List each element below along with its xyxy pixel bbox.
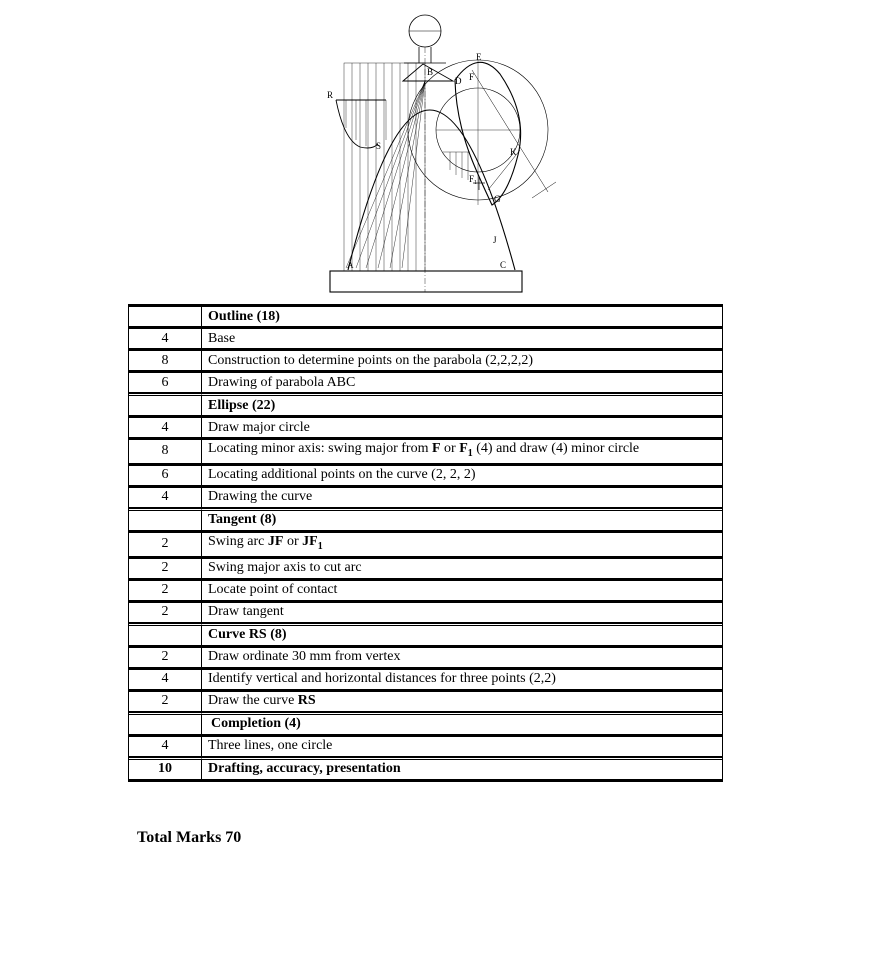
- label-e: E: [476, 52, 482, 62]
- marks-cell: 2: [129, 646, 202, 668]
- section-row: [129, 712, 722, 735]
- table-row: [129, 579, 722, 601]
- table-row: [129, 757, 722, 781]
- description-cell: Locating additional points on the curve (2, 2, 2): [202, 464, 722, 486]
- marks-cell: 10: [129, 757, 202, 781]
- description-cell: Swing arc JF or $JF_1$: [202, 531, 722, 557]
- section-heading: Curve RS (8): [202, 623, 722, 646]
- label-k: K: [510, 147, 517, 157]
- marks-cell: 2: [129, 690, 202, 712]
- section-heading: Ellipse (22): [202, 393, 722, 416]
- marks-cell: 4: [129, 668, 202, 690]
- total-marks: Total Marks 70: [137, 829, 242, 846]
- marks-cell: 2: [129, 557, 202, 579]
- section-row: [129, 623, 722, 646]
- description-cell: Draw major circle: [202, 416, 722, 438]
- section-row: [129, 393, 722, 416]
- marks-cell: 6: [129, 371, 202, 393]
- table-row: [129, 735, 722, 757]
- description-cell: Draw ordinate 30 mm from vertex: [202, 646, 722, 668]
- base-rectangle: [330, 271, 522, 292]
- description-cell: Three lines, one circle: [202, 735, 722, 757]
- description-cell: Drawing of parabola ABC: [202, 371, 722, 393]
- label-r: R: [327, 90, 334, 100]
- table-row: [129, 690, 722, 712]
- label-b: B: [427, 67, 434, 77]
- section-heading: Completion (4): [202, 712, 722, 735]
- ellipse-curve: [455, 62, 521, 205]
- marks-cell: 4: [129, 486, 202, 508]
- marks-table: [128, 304, 723, 782]
- section-heading: Tangent (8): [202, 508, 722, 531]
- label-j: J: [493, 235, 497, 245]
- marks-cell: 8: [129, 438, 202, 464]
- marks-cell: 4: [129, 735, 202, 757]
- description-cell: Draw the curve RS: [202, 690, 722, 712]
- description-cell: Drawing the curve: [202, 486, 722, 508]
- label-s: S: [376, 141, 382, 151]
- table-row: [129, 668, 722, 690]
- marks-cell: 4: [129, 416, 202, 438]
- section-heading: Outline (18): [202, 305, 722, 327]
- description-cell: Swing major axis to cut arc: [202, 557, 722, 579]
- marks-cell: 6: [129, 464, 202, 486]
- description-cell: Base: [202, 327, 722, 349]
- label-c: C: [500, 260, 507, 270]
- marks-cell: [129, 393, 202, 416]
- table-row: [129, 486, 722, 508]
- label-f1: $F_1$: [469, 174, 478, 186]
- label-d: D: [455, 76, 462, 86]
- label-a: A: [347, 260, 354, 270]
- table-row: [129, 601, 722, 623]
- section-row: [129, 305, 722, 327]
- marks-cell: 2: [129, 531, 202, 557]
- description-cell: Drafting, accuracy, presentation: [202, 757, 722, 781]
- table-row: [129, 438, 722, 464]
- description-cell: Locating minor axis: swing major from F or $F_1$ (4) and draw (4) minor circle: [202, 438, 722, 464]
- marks-cell: 4: [129, 327, 202, 349]
- table-row: [129, 531, 722, 557]
- description-cell: Locate point of contact: [202, 579, 722, 601]
- technical-drawing: [320, 10, 565, 296]
- table-row: [129, 646, 722, 668]
- marks-cell: [129, 508, 202, 531]
- table-row: [129, 557, 722, 579]
- table-row: [129, 349, 722, 371]
- table-row: [129, 416, 722, 438]
- description-cell: Draw tangent: [202, 601, 722, 623]
- description-cell: Identify vertical and horizontal distances for three points (2,2): [202, 668, 722, 690]
- marks-cell: 2: [129, 601, 202, 623]
- marks-cell: 8: [129, 349, 202, 371]
- label-g: G: [494, 194, 501, 204]
- table-row: [129, 371, 722, 393]
- marks-cell: [129, 623, 202, 646]
- label-f: F: [469, 72, 475, 82]
- marks-cell: 2: [129, 579, 202, 601]
- marks-cell: [129, 305, 202, 327]
- table-row: [129, 464, 722, 486]
- section-row: [129, 508, 722, 531]
- description-cell: Construction to determine points on the parabola (2,2,2,2): [202, 349, 722, 371]
- table-row: [129, 327, 722, 349]
- marks-cell: [129, 712, 202, 735]
